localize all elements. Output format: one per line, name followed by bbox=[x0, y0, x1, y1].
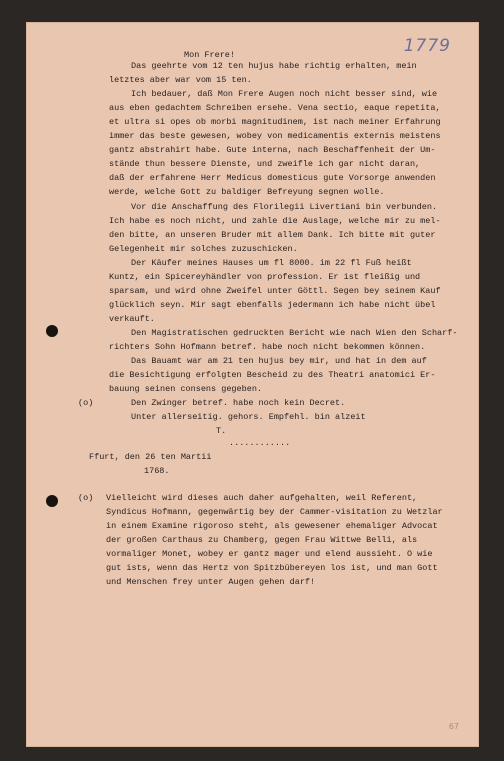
postscript-line: vormaliger Monet, wobey er gantz mager und elend aussieht. O wie bbox=[106, 549, 433, 559]
letter-sheet bbox=[26, 22, 479, 747]
letter-line: bauung seinen consens gegeben. bbox=[109, 384, 263, 394]
postscript-line: Syndicus Hofmann, gegenwärtig bey der Cammer-visitation zu Wetzlar bbox=[106, 507, 443, 517]
letter-line: stände thun bessere Dienste, und zweifle ich gar nicht daran, bbox=[109, 159, 421, 169]
punch-hole bbox=[46, 495, 58, 507]
letter-line: Das geehrte vom 12 ten hujus habe richtig erhalten, mein bbox=[131, 61, 417, 71]
letter-line: den bitte, an unseren Bruder mit allem Dank. Ich bitte mit guter bbox=[109, 230, 436, 240]
letter-line: verkauft. bbox=[109, 314, 155, 324]
letter-line: Den Magistratischen gedruckten Bericht wie nach Wien den Scharf- bbox=[131, 328, 458, 338]
separator-dots: ............ bbox=[229, 438, 291, 448]
letter-line: Ich habe es noch nicht, und zahle die Auslage, welche mir zu mel- bbox=[109, 216, 441, 226]
note-marker: (o) bbox=[78, 398, 94, 408]
letter-line: sparsam, und wird ohne Zweifel unter Göttl. Segen bey seinem Kauf bbox=[109, 286, 441, 296]
letter-line: aus eben gedachtem Schreiben ersehe. Vena sectio, eaque repetita, bbox=[109, 103, 441, 113]
letter-line: Das Bauamt war am 21 ten hujus bey mir, und hat in dem auf bbox=[131, 356, 427, 366]
letter-line: Gelegenheit mir solches zuzuschicken. bbox=[109, 244, 298, 254]
letter-line: gantz abstrahirt habe. Gute interna, nach Beschaffenheit der Um- bbox=[109, 145, 436, 155]
letter-line: et ultra si opes ob morbi magnitudinem, ist nach meiner Erfahrung bbox=[109, 117, 441, 127]
year-line: 1768. bbox=[144, 466, 170, 476]
page-number: 1779 bbox=[403, 36, 451, 56]
signature-initial: T. bbox=[216, 426, 227, 436]
letter-line: daß der erfahrene Herr Medicus domesticus gute Vorsorge anwenden bbox=[109, 173, 436, 183]
letter-line: Der Käufer meines Hauses um fl 8000. im 22 fl Fuß heißt bbox=[131, 258, 412, 268]
letter-line: glücklich seyn. Mir sagt ebenfalls jedermann ich habe nicht übel bbox=[109, 300, 436, 310]
postscript-line: gut ists, wenn das Hertz von Spitzbübereyen los ist, und man Gott bbox=[106, 563, 438, 573]
letter-line: Unter allerseitig. gehors. Empfehl. bin alzeit bbox=[131, 412, 366, 422]
note-marker: (o) bbox=[78, 493, 94, 503]
folio-number: 67 bbox=[448, 722, 459, 731]
letter-line: Vor die Anschaffung des Florilegii Livertiani bin verbunden. bbox=[131, 202, 438, 212]
punch-hole bbox=[46, 325, 58, 337]
letter-line: Den Zwinger betref. habe noch kein Decret. bbox=[131, 398, 346, 408]
postscript-line: Vielleicht wird dieses auch daher aufgehalten, weil Referent, bbox=[106, 493, 418, 503]
postscript-line: und Menschen frey unter Augen gehen darf! bbox=[106, 577, 316, 587]
postscript-line: in einem Examine rigoroso steht, als gewesener ehemaliger Advocat bbox=[106, 521, 438, 531]
postscript-line: der großen Carthaus zu Chamberg, gegen Frau Wittwe Belli, als bbox=[106, 535, 418, 545]
letter-line: werde, welche Gott zu baldiger Befreyung segnen wolle. bbox=[109, 187, 385, 197]
date-line: Ffurt, den 26 ten Martii bbox=[89, 452, 212, 462]
letter-line: die Besichtigung erfolgten Bescheid zu des Theatri anatomici Er- bbox=[109, 370, 436, 380]
letter-line: Kuntz, ein Spicereyhändler von profession. Er ist fleißig und bbox=[109, 272, 421, 282]
letter-line: Ich bedauer, daß Mon Frere Augen noch nicht besser sind, wie bbox=[131, 89, 438, 99]
letter-line: letztes aber war vom 15 ten. bbox=[109, 75, 252, 85]
letter-line: richters Sohn Hofmann betref. habe noch nicht bekommen können. bbox=[109, 342, 426, 352]
salutation: Mon Frere! bbox=[184, 50, 236, 60]
letter-line: immer das beste gewesen, wobey von medicamentis externis meistens bbox=[109, 131, 441, 141]
